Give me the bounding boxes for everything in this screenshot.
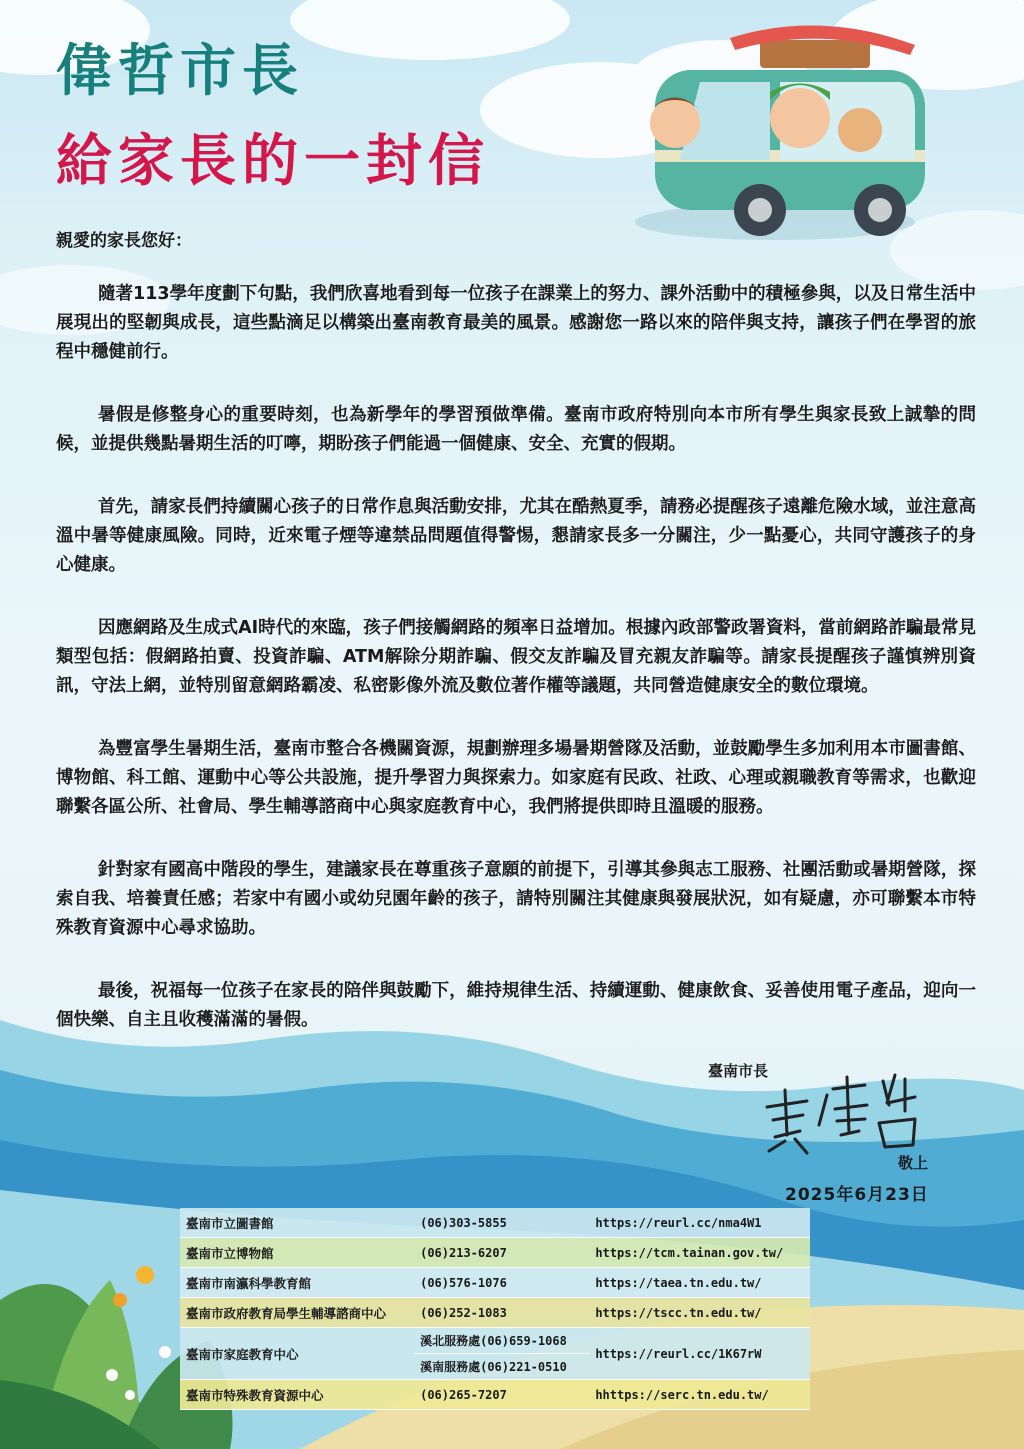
contact-phone-2: 溪南服務處(06)221-0510 [414,1354,589,1380]
contact-name: 臺南市立博物館 [180,1238,414,1268]
contact-phone: (06)213-6207 [414,1238,589,1268]
contact-name: 臺南市特殊教育資源中心 [180,1380,414,1410]
contact-url[interactable]: https://tscc.tn.edu.tw/ [589,1298,810,1328]
contact-name: 臺南市立圖書館 [180,1208,414,1238]
salutation: 親愛的家長您好： [56,231,192,251]
contact-url[interactable]: https://tcm.tainan.gov.tw/ [589,1238,810,1268]
handwritten-signature [755,1065,935,1160]
table-row [180,1298,810,1328]
letter-date: 2025年6月23日 [785,1185,929,1205]
paragraph: 首先，請家長們持續關心孩子的日常作息與活動安排，尤其在酷熱夏季，請務必提醒孩子遠離危險水域，並注意高溫中暑等健康風險。同時，近來電子煙等違禁品問題值得警惕，懇請家長多一分關注，少一點憂心，共同守護孩子的身心健康。 [56,497,976,575]
table-row [180,1238,810,1268]
contact-url[interactable]: https://reurl.cc/nma4W1 [589,1208,810,1238]
paragraph: 最後，祝福每一位孩子在家長的陪伴與鼓勵下，維持規律生活、持續運動、健康飲食、妥善使用電子產品，迎向一個快樂、自主且收穫滿滿的暑假。 [56,981,976,1030]
contact-phone: 溪北服務處(06)659-1068 [414,1328,589,1354]
table-row [180,1328,810,1354]
paragraph: 暑假是修整身心的重要時刻，也為新學年的學習預做準備。臺南市政府特別向本市所有學生與家長致上誠摯的問候，並提供幾點暑期生活的叮嚀，期盼孩子們能過一個健康、安全、充實的假期。 [56,405,976,454]
table-row [180,1208,810,1238]
paragraph: 因應網路及生成式AI時代的來臨，孩子們接觸網路的頻率日益增加。根據內政部警政署資料，當前網路詐騙最常見類型包括：假網路拍賣、投資詐騙、ATM解除分期詐騙、假交友詐騙及冒充親友詐騙等。請家長提醒孩子謹慎辨別資訊，守法上網，並特別留意網路霸凌、私密影像外流及數位著作權等議題，共同營造健康安全的數位環境。 [56,618,976,696]
contact-url[interactable]: https://taea.tn.edu.tw/ [589,1268,810,1298]
contact-phone: (06)252-1083 [414,1298,589,1328]
contact-name: 臺南市政府教育局學生輔導諮商中心 [180,1298,414,1328]
signer-title: 臺南市長 [708,1062,769,1080]
contact-phone: (06)303-5855 [414,1208,589,1238]
contact-phone: (06)265-7207 [414,1380,589,1410]
paragraph: 為豐富學生暑期生活，臺南市整合各機關資源，規劃辦理多場暑期營隊及活動，並鼓勵學生多加利用本市圖書館、博物館、科工館、運動中心等公共設施，提升學習力與探索力。如家庭有民政、社政、心理或親職教育等需求，也歡迎聯繫各區公所、社會局、學生輔導諮商中心與家庭教育中心，我們將提供即時且溫暖的服務。 [56,739,976,817]
paragraph: 針對家有國高中階段的學生，建議家長在尊重孩子意願的前提下，引導其參與志工服務、社團活動或暑期營隊，探索自我、培養責任感；若家中有國小或幼兒園年齡的孩子，請特別關注其健康與發展狀況，如有疑慮，亦可聯繫本市特殊教育資源中心尋求協助。 [56,860,976,938]
contact-phone: (06)576-1076 [414,1268,589,1298]
contact-url[interactable]: https://reurl.cc/1K67rW [589,1328,810,1380]
table-row [180,1268,810,1298]
table-row [180,1380,810,1410]
contact-name: 臺南市家庭教育中心 [180,1328,414,1380]
contact-table [180,1208,810,1410]
contact-url[interactable]: hhttps://serc.tn.edu.tw/ [589,1380,810,1410]
paragraph: 隨著113學年度劃下句點，我們欣喜地看到每一位孩子在課業上的努力、課外活動中的積極參與，以及日常生活中展現出的堅韌與成長，這些點滴足以構築出臺南教育最美的風景。感謝您一路以來的陪伴與支持，讓孩子們在學習的旅程中穩健前行。 [56,284,976,362]
closing-respect: 敬上 [898,1154,929,1172]
letter-body [56,280,976,1069]
title-line-1: 偉哲市長 [56,39,304,104]
contact-name: 臺南市南瀛科學教育館 [180,1268,414,1298]
title-line-2: 給家長的一封信 [56,129,490,194]
